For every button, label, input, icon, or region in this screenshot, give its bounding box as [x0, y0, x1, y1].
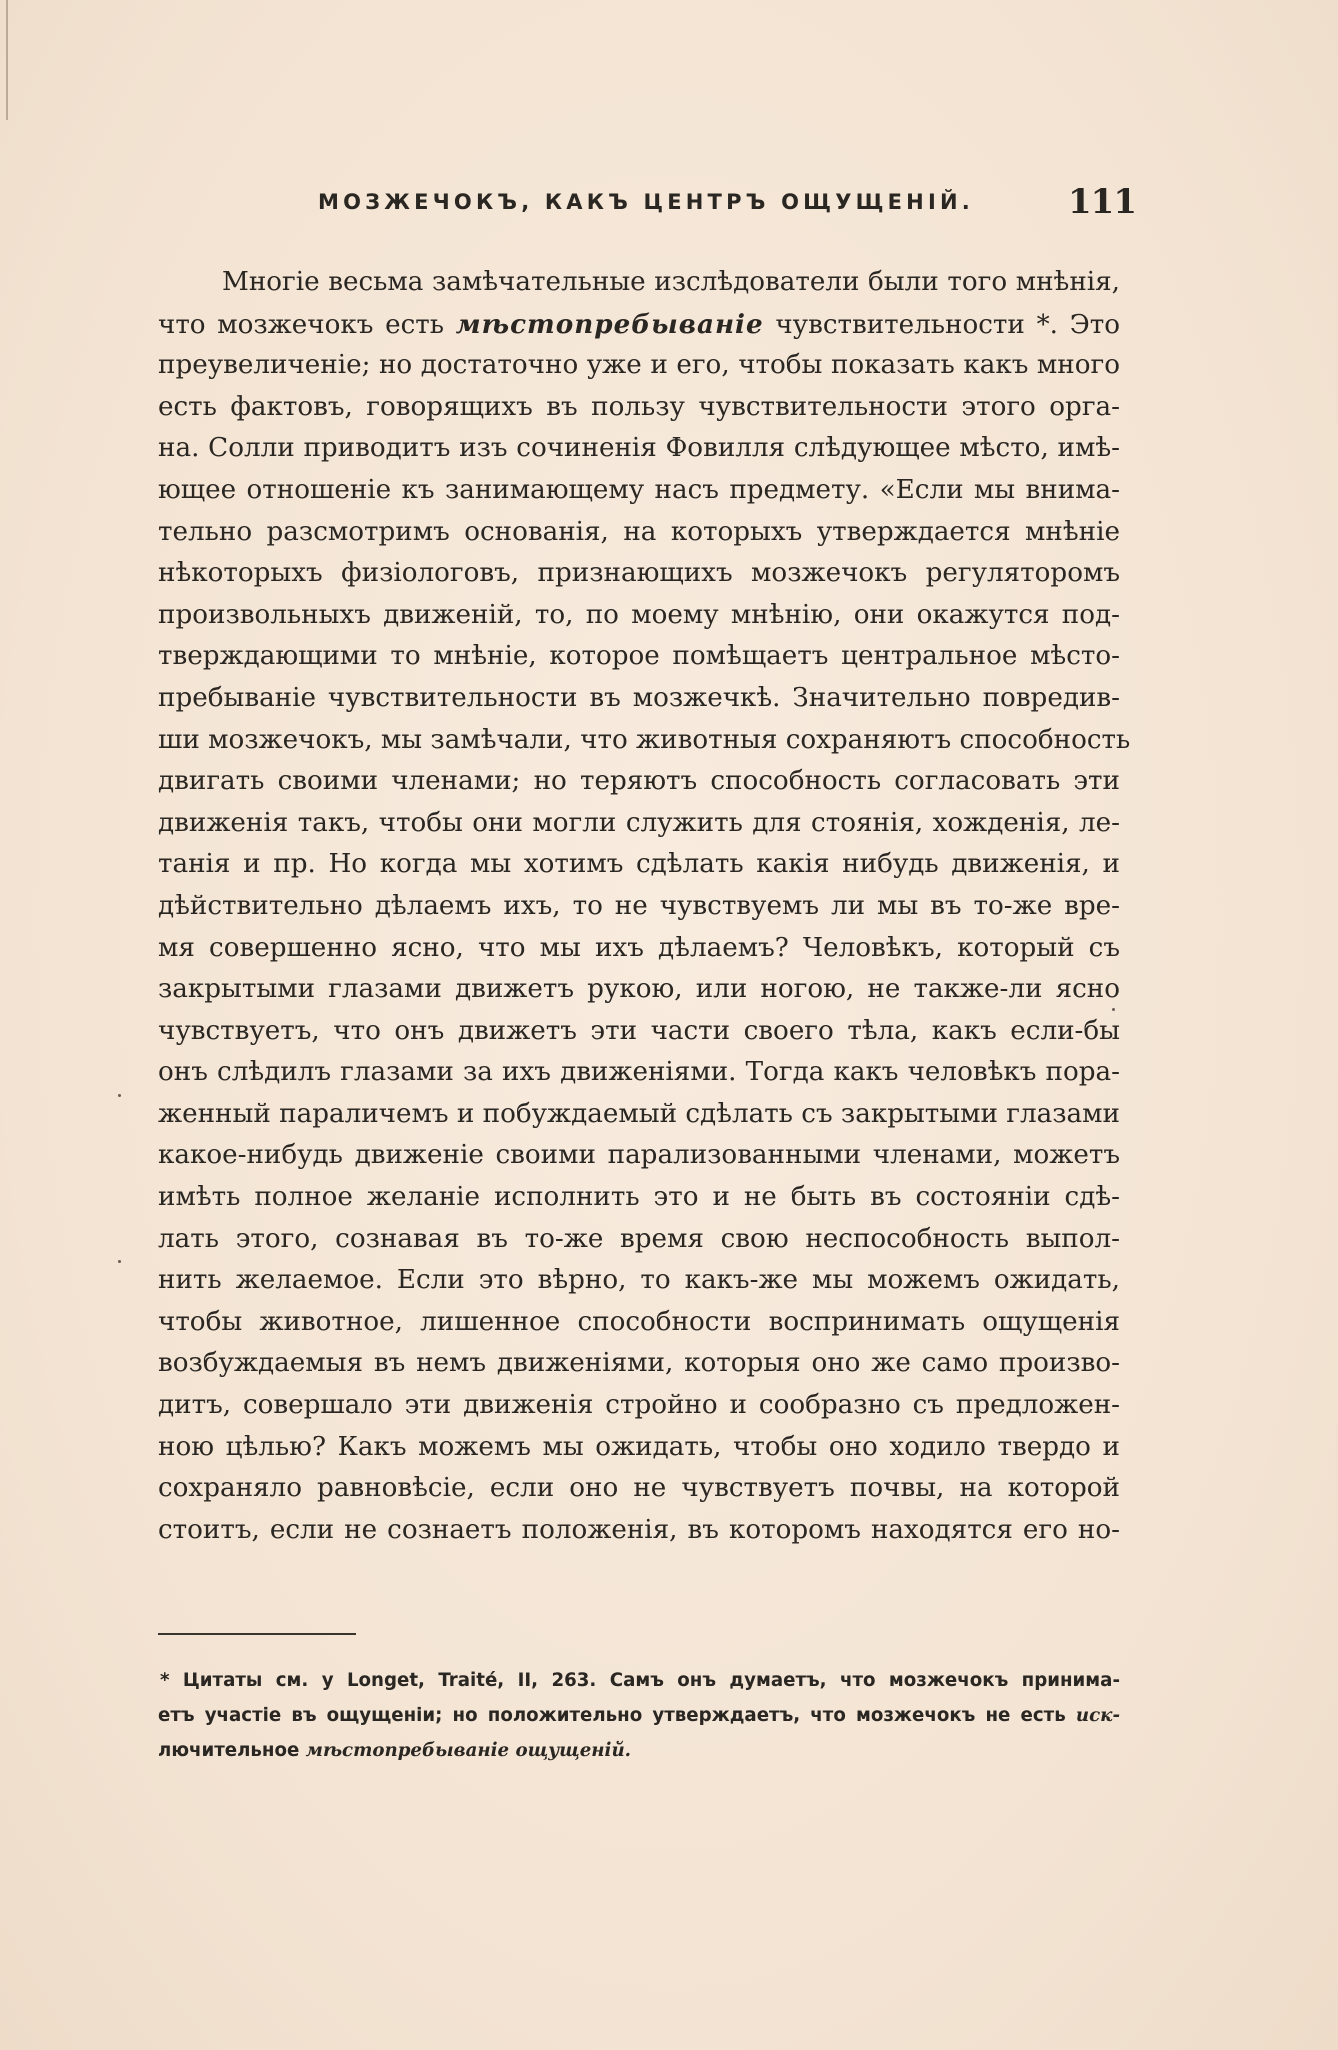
body-line: чтобы животное, лишенное способности воспринимать ощущенія [158, 1306, 1120, 1337]
footnote-line: лючительное мѣстопребываніе ощущеній. [158, 1740, 632, 1761]
body-line: чувствуетъ, что онъ движетъ эти части своего тѣла, какъ если-бы [158, 1015, 1120, 1046]
body-line: произвольныхъ движеній, то, по моему мнѣнію, они окажутся под- [158, 599, 1120, 630]
footnote-line: * Цитаты см. у Longet, Traité, II, 263. Самъ онъ думаетъ, что мозжечокъ принима- [160, 1670, 1120, 1691]
body-line: ною цѣлью? Какъ можемъ мы ожидать, чтобы оно ходило твердо и [158, 1431, 1120, 1462]
body-line: стоитъ, если не сознаетъ положенія, въ которомъ находятся его но- [158, 1514, 1120, 1545]
paper-speck [1112, 1008, 1115, 1011]
body-line: имѣть полное желаніе исполнить это и не быть въ состояніи сдѣ- [158, 1182, 1120, 1213]
page-number: 111 [1068, 182, 1136, 222]
footnote-emphasis: иск- [1075, 1705, 1120, 1726]
body-emphasis: мѣстопребываніе [455, 308, 764, 340]
body-line: женный параличемъ и побуждаемый сдѣлать съ закрытыми глазами [158, 1098, 1120, 1129]
body-line: ши мозжечокъ, мы замѣчали, что животныя сохраняютъ способность [158, 724, 1131, 755]
paper-speck [118, 1094, 121, 1097]
body-line: что мозжечокъ есть мѣстопребываніе чувствительности *. Это [158, 308, 1120, 340]
footnote-line: етъ участіе въ ощущеніи; но положительно утверждаетъ, что мозжечокъ не есть иск- [158, 1705, 1120, 1726]
main-text [158, 262, 1131, 1551]
body-line: сохраняло равновѣсіе, если оно не чувствуетъ почвы, на которой [158, 1473, 1120, 1504]
body-line: мя совершенно ясно, что мы ихъ дѣлаемъ? Человѣкъ, который съ [158, 932, 1120, 963]
running-head [160, 182, 1136, 226]
page-edge-line [6, 0, 8, 120]
body-line: есть фактовъ, говорящихъ въ пользу чувствительности этого орга- [158, 391, 1120, 422]
body-line: ющее отношеніе къ занимающему насъ предмету. «Если мы внима- [158, 474, 1120, 505]
body-line: двигать своими членами; но теряютъ способность согласовать эти [158, 766, 1120, 797]
body-line: закрытыми глазами движетъ рукою, или ногою, не также-ли ясно [158, 974, 1120, 1005]
footnote-emphasis: мѣстопребываніе ощущеній. [299, 1740, 632, 1761]
body-line: какое-нибудь движеніе своими парализованными членами, можетъ [158, 1140, 1120, 1171]
body-line: пребываніе чувствительности въ мозжечкѣ. Значительно повредив- [158, 682, 1120, 713]
body-line: возбуждаемыя въ немъ движеніями, которыя оно же само произво- [158, 1348, 1120, 1379]
body-line: движенія такъ, чтобы они могли служить для стоянія, хожденія, ле- [158, 807, 1120, 838]
running-title: МОЗЖЕЧОКЪ, КАКЪ ЦЕНТРЪ ОЩУЩЕНІЙ. [318, 190, 974, 214]
footnote-rule [158, 1633, 356, 1635]
body-line: лать этого, сознавая въ то-же время свою неспособность выпол- [158, 1223, 1120, 1254]
body-line: Многіе весьма замѣчательные изслѣдователи были того мнѣнія, [222, 267, 1120, 297]
footnote [158, 1663, 1120, 1768]
body-line: нить желаемое. Если это вѣрно, то какъ-же мы можемъ ожидать, [158, 1265, 1120, 1296]
body-line: тельно разсмотримъ основанія, на которыхъ утверждается мнѣніе [158, 516, 1120, 547]
body-line: на. Солли приводитъ изъ сочиненія Фовилля слѣдующее мѣсто, имѣ- [158, 433, 1120, 464]
body-line: преувеличеніе; но достаточно уже и его, чтобы показать какъ много [158, 350, 1120, 381]
body-line: тверждающими то мнѣніе, которое помѣщаетъ центральное мѣсто- [158, 641, 1120, 672]
paper-speck [118, 1260, 121, 1263]
body-line: нѣкоторыхъ физіологовъ, признающихъ мозжечокъ регуляторомъ [158, 558, 1120, 589]
body-line: танія и пр. Но когда мы хотимъ сдѣлать какія нибудь движенія, и [158, 849, 1120, 880]
body-line: дѣйствительно дѣлаемъ ихъ, то не чувствуемъ ли мы въ то-же вре- [158, 890, 1120, 921]
body-line: онъ слѣдилъ глазами за ихъ движеніями. Тогда какъ человѣкъ пора- [158, 1057, 1120, 1088]
body-line: дитъ, совершало эти движенія стройно и сообразно съ предложен- [158, 1390, 1120, 1421]
